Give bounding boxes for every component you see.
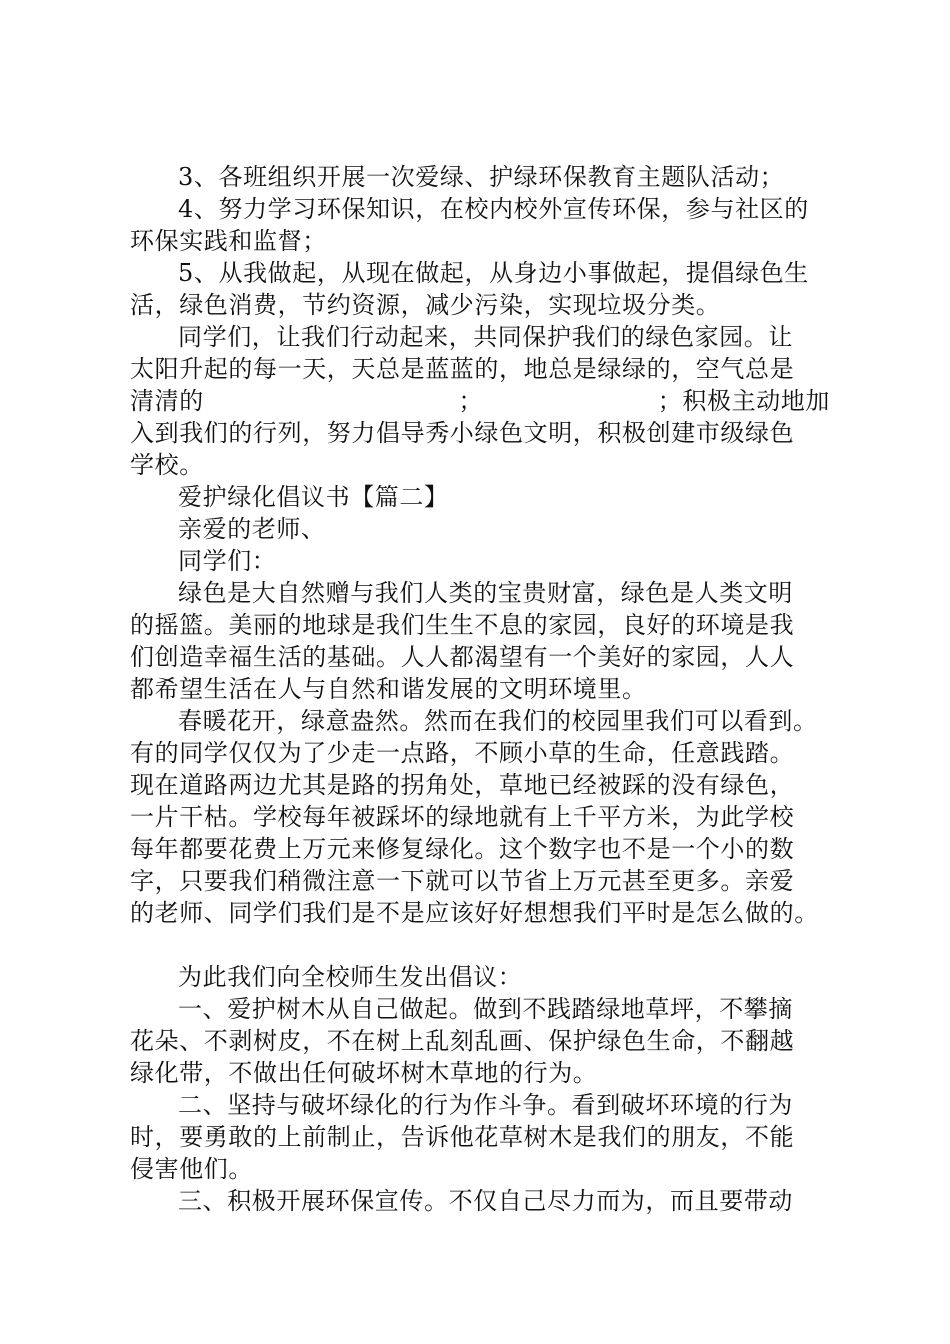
paragraph-line: 为此我们向全校师生发出倡议：: [178, 963, 523, 991]
salutation-line: 同学们：: [178, 547, 277, 575]
paragraph-line: 都希望生活在人与自然和谐发展的文明环境里。: [130, 675, 647, 703]
blank-line: [130, 929, 830, 961]
paragraph-line: 绿色是大自然赠与我们人类的宝贵财富，绿色是人类文明: [178, 579, 793, 607]
paragraph-line: 春暖花开，绿意盎然。然而在我们的校园里我们可以看到。: [178, 707, 818, 735]
paragraph-line: 们创造幸福生活的基础。人人都渴望有一个美好的家园，人人: [130, 643, 795, 671]
paragraph-line: 的老师、同学们我们是不是应该好好想想我们平时是怎么做的。: [130, 899, 819, 927]
text-fragment: 清清的: [130, 387, 204, 415]
paragraph-line: 二、坚持与破坏绿化的行为作斗争。看到破坏环境的行为: [178, 1091, 793, 1119]
paragraph-line: 同学们，让我们行动起来，共同保护我们的绿色家园。让: [178, 323, 793, 351]
paragraph-line: 现在道路两边尤其是路的拐角处，草地已经被踩的没有绿色，: [130, 771, 795, 799]
paragraph-line: 活，绿色消费，节约资源，减少污染，实现垃圾分类。: [130, 291, 721, 319]
paragraph-line: 三、积极开展环保宣传。不仅自己尽力而为，而且要带动: [178, 1187, 793, 1215]
paragraph-line: 3、各班组织开展一次爱绿、护绿环保教育主题队活动；: [178, 163, 785, 191]
paragraph-line: 侵害他们。: [130, 1155, 253, 1183]
document-body: [130, 161, 830, 1217]
paragraph-line: 花朵、不剥树皮，不在树上乱刻乱画、保护绿色生命，不翻越: [130, 1027, 795, 1055]
paragraph-line: 一、爱护树木从自己做起。做到不践踏绿地草坪，不攀摘: [178, 995, 793, 1023]
paragraph-line: 每年都要花费上万元来修复绿化。这个数字也不是一个小的数: [130, 835, 795, 863]
paragraph-line: 4、努力学习环保知识，在校内校外宣传环保，参与社区的: [178, 195, 809, 223]
paragraph-line: 时，要勇敢的上前制止，告诉他花草树木是我们的朋友，不能: [130, 1123, 795, 1151]
salutation-line: 亲爱的老师、: [178, 515, 326, 543]
paragraph-line: 绿化带，不做出任何破坏树木草地的行为。: [130, 1059, 598, 1087]
paragraph-line: 有的同学仅仅为了少走一点路，不顾小草的生命，任意践踏。: [130, 739, 795, 767]
paragraph-line: 的摇篮。美丽的地球是我们生生不息的家园，良好的环境是我: [130, 611, 795, 639]
paragraph-line: 学校。: [130, 451, 204, 479]
paragraph-line: 环保实践和监督；: [130, 227, 327, 255]
paragraph-line: 太阳升起的每一天，天总是蓝蓝的，地总是绿绿的，空气总是: [130, 355, 795, 383]
text-fragment: ；: [458, 387, 484, 415]
paragraph-line: 字，只要我们稍微注意一下就可以节省上万元甚至更多。亲爱: [130, 867, 795, 895]
paragraph-line-spaced: [130, 385, 830, 417]
text-fragment: ；积极主动地加: [657, 387, 830, 415]
paragraph-line: 入到我们的行列，努力倡导秀小绿色文明，积极创建市级绿色: [130, 419, 795, 447]
paragraph-line: 5、从我做起，从现在做起，从身边小事做起，提倡绿色生: [178, 259, 809, 287]
paragraph-line: 一片干枯。学校每年被踩坏的绿地就有上千平方米，为此学校: [130, 803, 795, 831]
section-heading: 爱护绿化倡议书【篇二】: [178, 483, 449, 511]
